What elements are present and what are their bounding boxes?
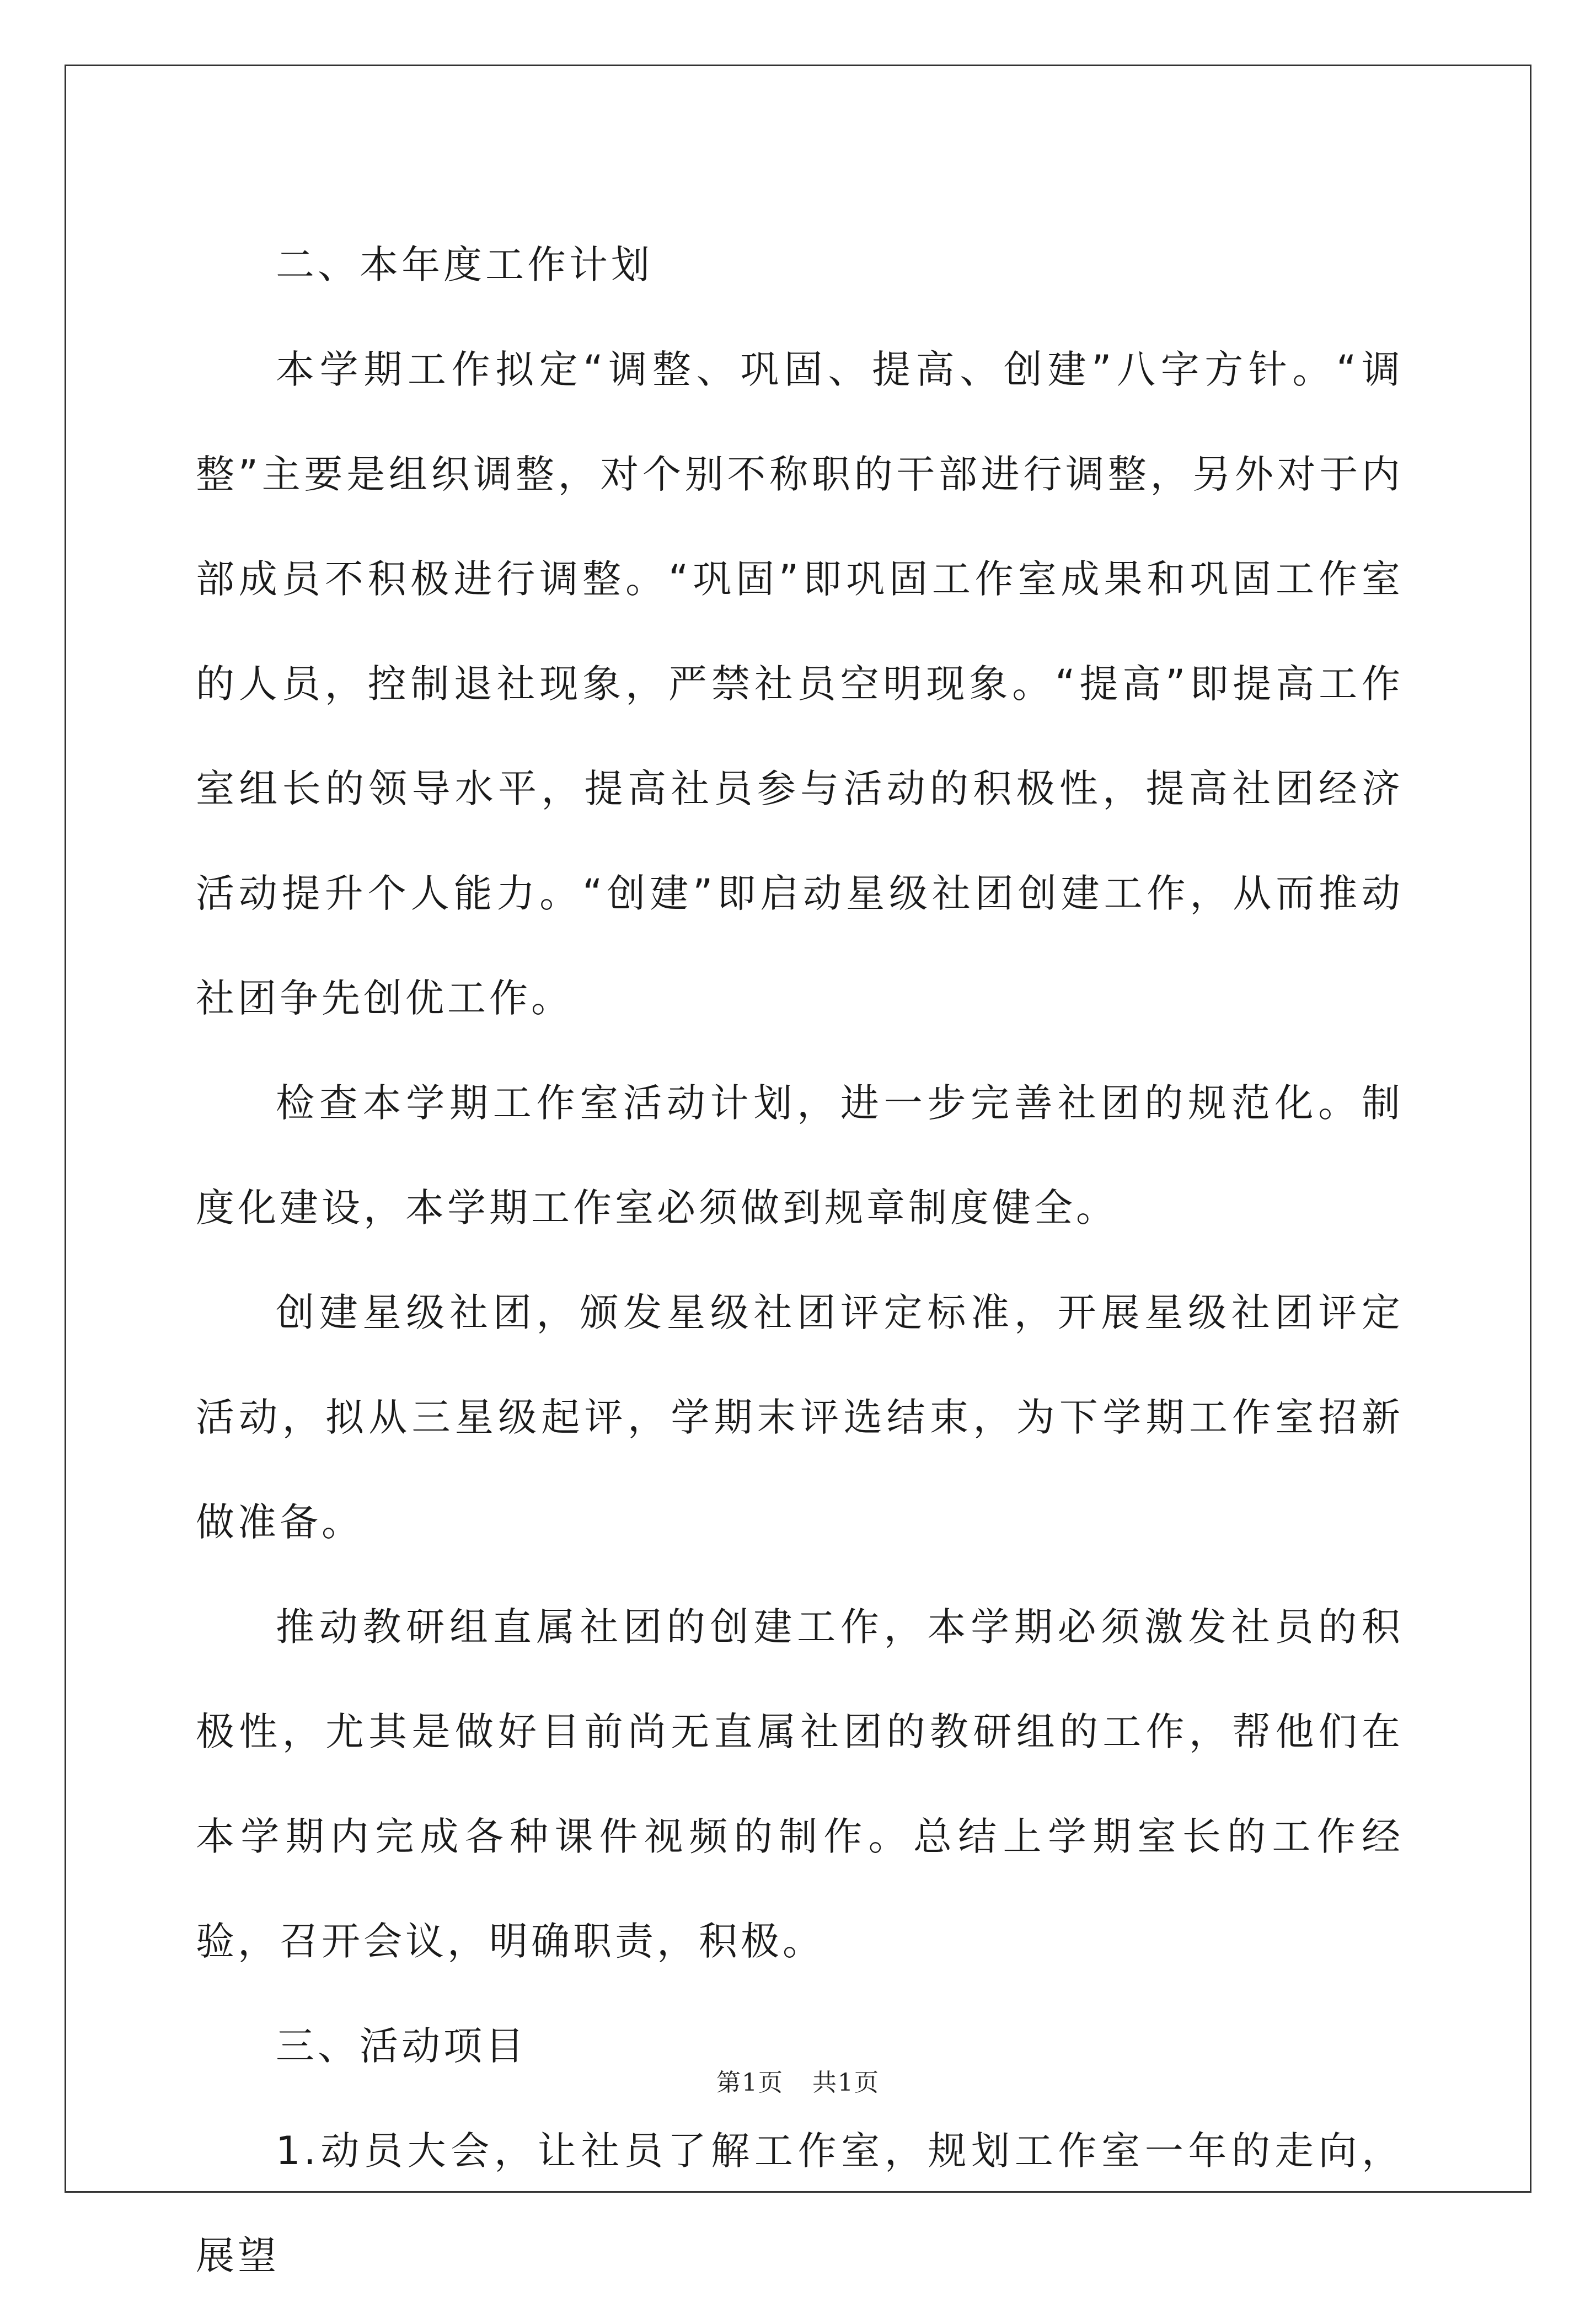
section-heading-activities: 三、活动项目 xyxy=(276,2023,527,2069)
page-footer xyxy=(0,2063,1596,2098)
paragraph-star-club: 创建星级社团，颁发星级社团评定标准，开展星级社团评定活动，拟从三星级起评，学期末评选结束，为下学期工作室招新做准备。 xyxy=(196,1290,1404,1545)
paragraph-teaching-group: 推动教研组直属社团的创建工作，本学期必须激发社员的积极性，尤其是做好目前尚无直属社团的教研组的工作，帮他们在本学期内完成各种课件视频的制作。总结上学期室长的工作经验，召开会议，明确职责，积极。 xyxy=(196,1604,1404,1964)
document-body xyxy=(196,212,1404,2308)
page-number-total: 共1页 xyxy=(812,2069,880,2097)
section-heading-plan: 二、本年度工作计划 xyxy=(276,242,653,287)
page-number-current: 第1页 xyxy=(716,2069,784,2097)
paragraph-check-plan: 检查本学期工作室活动计划，进一步完善社团的规范化。制度化建设，本学期工作室必须做到规章制度健全。 xyxy=(196,1080,1404,1230)
paragraph-policy: 本学期工作拟定“调整、巩固、提高、创建”八字方针。“调整”主要是组织调整，对个别不称职的干部进行调整，另外对于内部成员不积极进行调整。“巩固”即巩固工作室成果和巩固工作室的人员，控制退社现象，严禁社员空明现象。“提高”即提高工作室组长的领导水平，提高社员参与活动的积极性，提高社团经济活动提升个人能力。“创建”即启动星级社团创建工作，从而推动社团争先创优工作。 xyxy=(196,347,1404,1021)
list-item-mobilization: 1.动员大会，让社员了解工作室，规划工作室一年的走向，展望 xyxy=(196,2128,1404,2278)
